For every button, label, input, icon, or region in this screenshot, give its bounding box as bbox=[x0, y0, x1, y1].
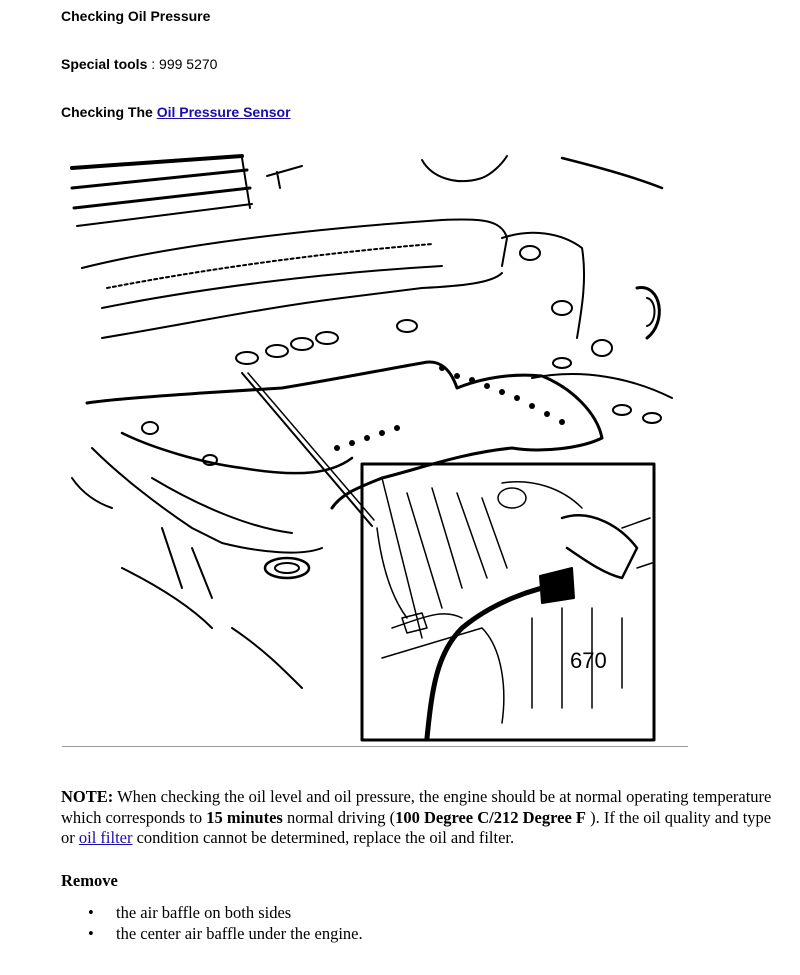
note-bold-duration: 15 minutes bbox=[206, 807, 283, 827]
bullet-icon: • bbox=[88, 924, 94, 943]
note-text: When checking the oil level and oil pressure, the engine should be at normal operating temperature which corresponds to bbox=[61, 787, 772, 827]
list-item bbox=[61, 923, 363, 944]
list-item bbox=[61, 902, 363, 923]
special-tools-separator: : bbox=[147, 56, 160, 72]
bullet-icon: • bbox=[88, 903, 94, 922]
remove-list bbox=[61, 902, 363, 944]
checking-sensor-prefix: Checking The bbox=[61, 104, 157, 120]
oil-filter-link[interactable]: oil filter bbox=[78, 828, 133, 847]
section-title: Checking Oil Pressure bbox=[61, 8, 211, 24]
special-tools-value: 999 5270 bbox=[159, 56, 218, 72]
special-tools-line bbox=[61, 56, 217, 72]
list-item-text: the air baffle on both sides bbox=[116, 903, 292, 922]
engine-oil-sensor-illustration bbox=[62, 148, 688, 746]
callout-numbers: 670 bbox=[570, 648, 607, 673]
remove-heading: Remove bbox=[61, 871, 118, 890]
note-bold-temperature: 100 Degree C/212 Degree F bbox=[395, 807, 586, 827]
note-text: condition cannot be determined, replace the oil and filter. bbox=[132, 828, 515, 847]
note-paragraph bbox=[61, 787, 781, 849]
note-label: NOTE: bbox=[61, 787, 114, 806]
checking-sensor-line bbox=[61, 104, 291, 120]
list-item-text: the center air baffle under the engine. bbox=[116, 924, 363, 943]
note-text: ). If the oil quality and type or bbox=[61, 807, 772, 847]
note-text: normal driving ( bbox=[282, 807, 396, 827]
oil-pressure-sensor-link[interactable]: Oil Pressure Sensor bbox=[156, 104, 291, 120]
figure-divider bbox=[62, 746, 688, 747]
special-tools-label: Special tools bbox=[61, 56, 148, 72]
